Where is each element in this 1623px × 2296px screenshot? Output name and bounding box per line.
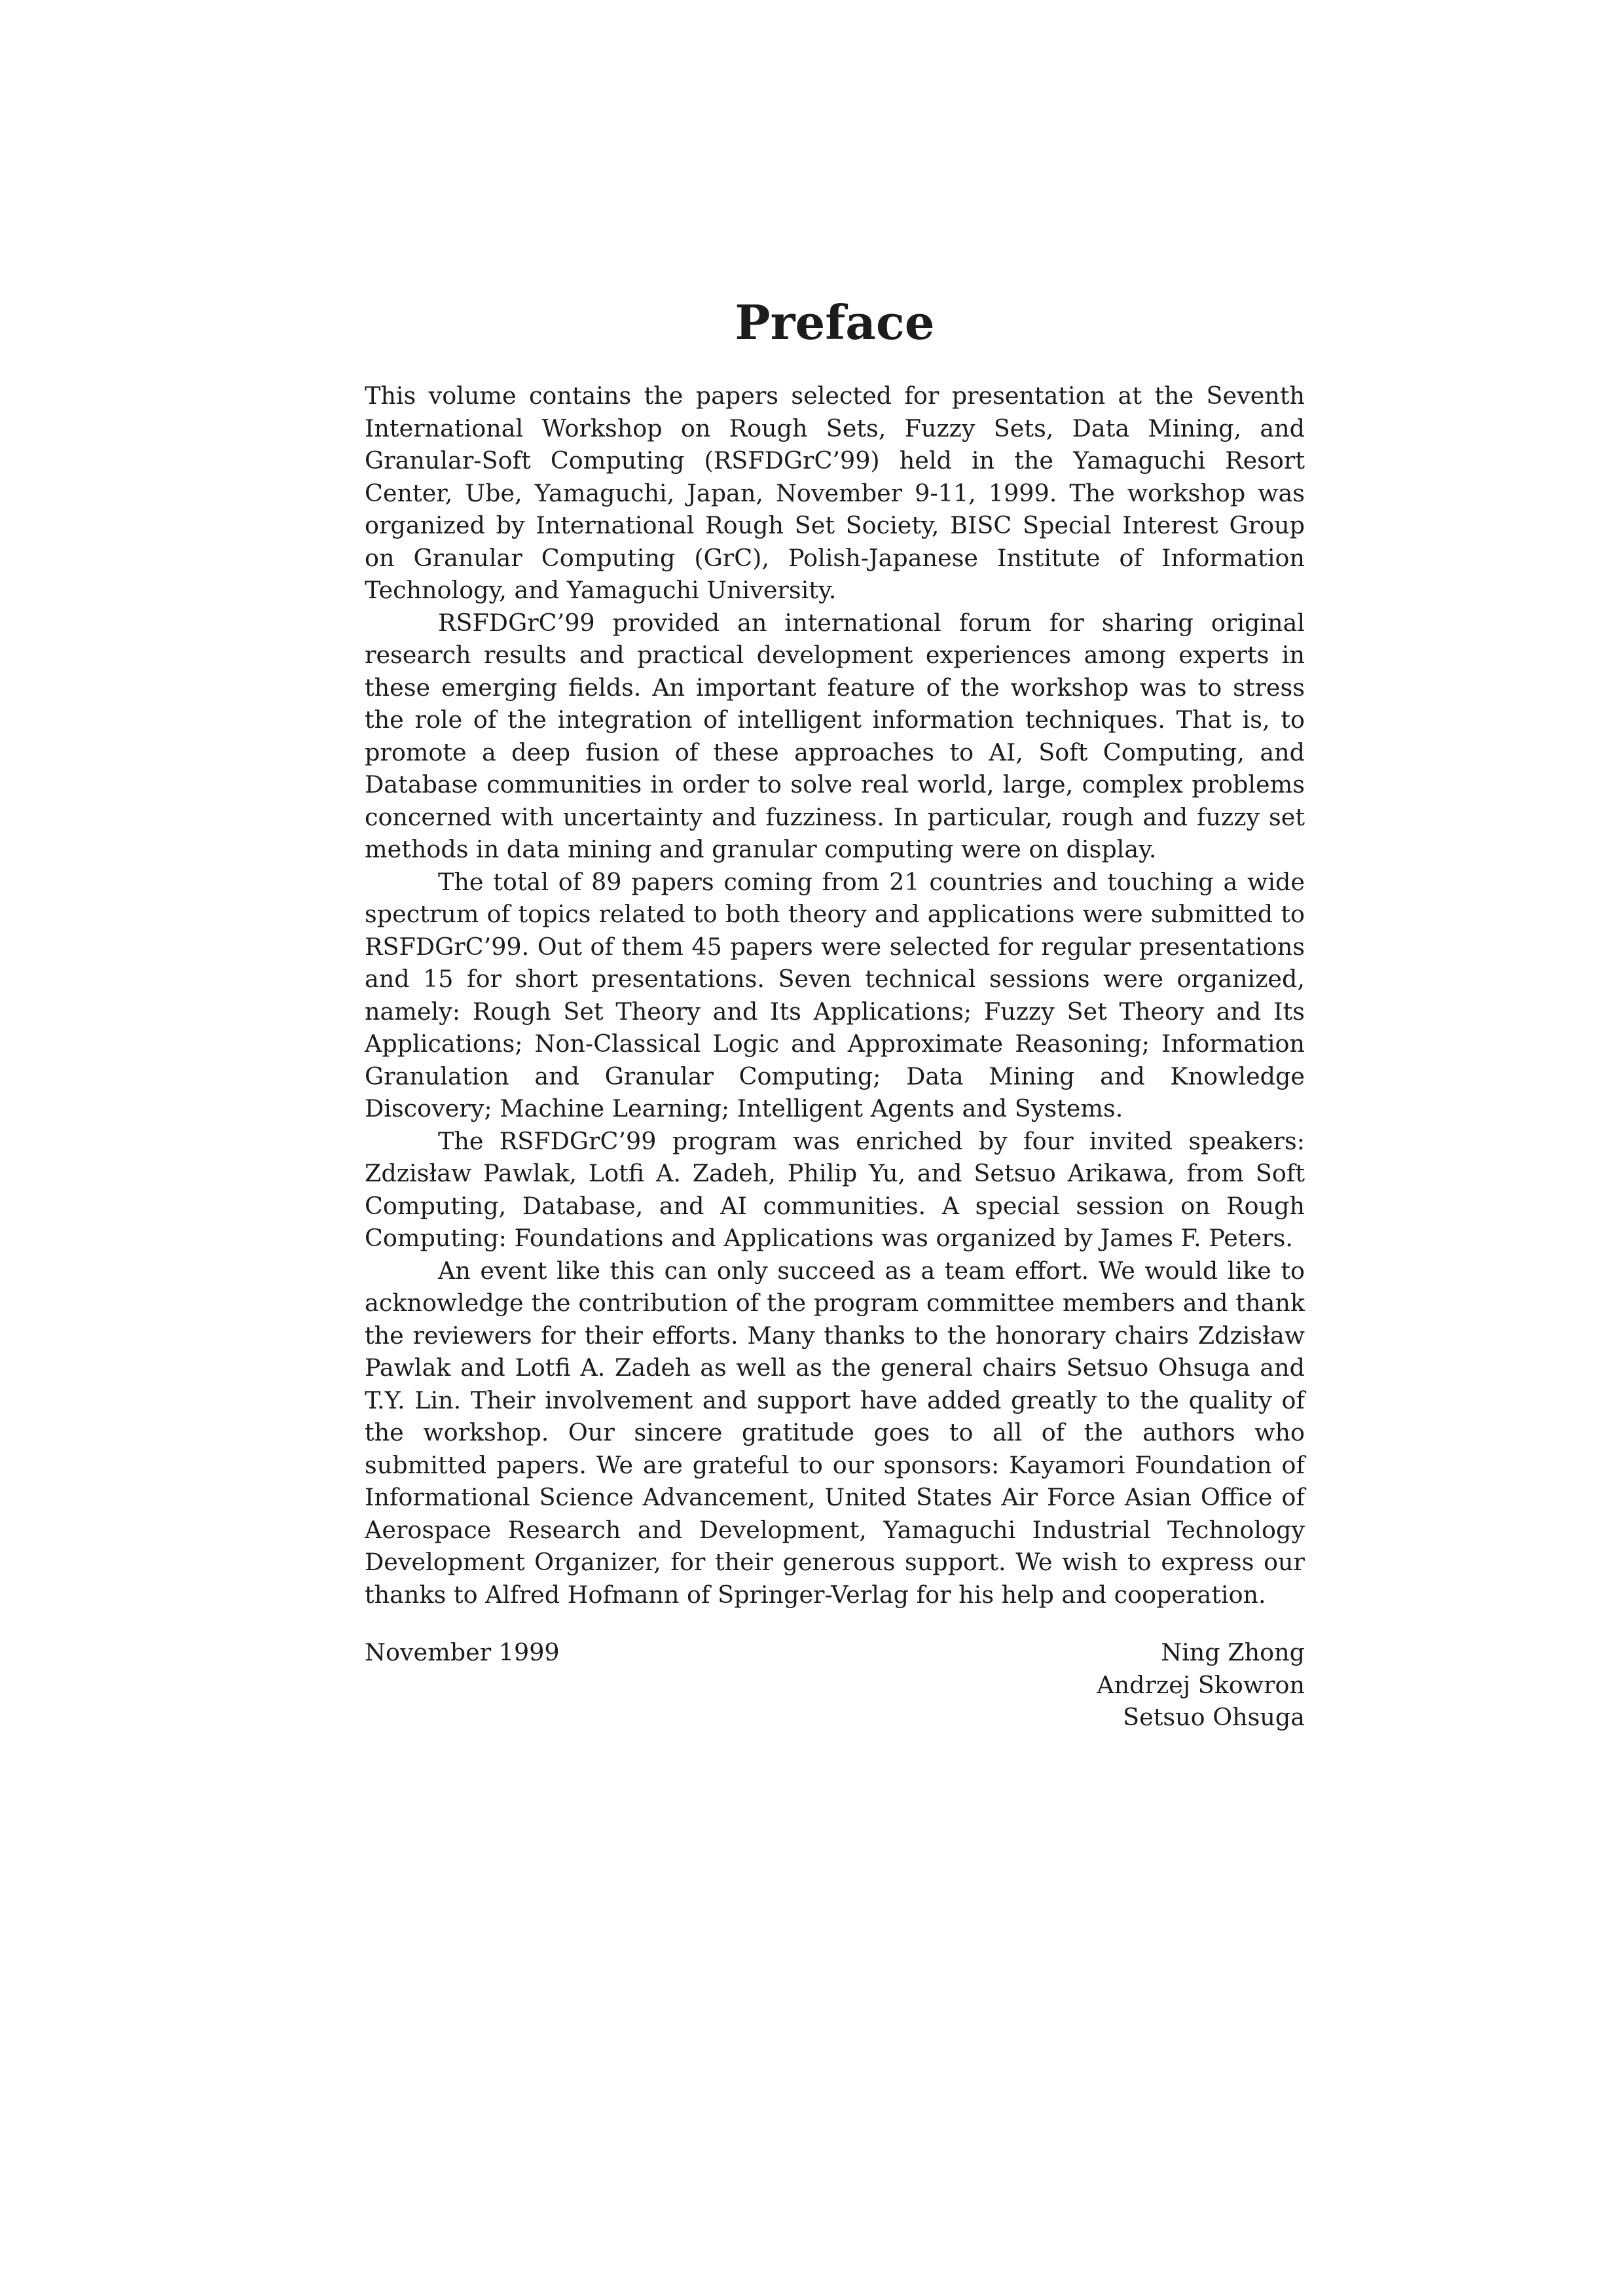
signatories <box>1097 1636 1305 1734</box>
page-title: Preface <box>735 295 935 350</box>
signatory-name: Andrzej Skowron <box>1097 1670 1305 1699</box>
signatory-name: Setsuo Ohsuga <box>1123 1703 1305 1731</box>
paragraph-1: This volume contains the papers selected for presentation at the Seventh International Workshop on Rough Sets, Fuzzy Sets, Data Mining, and Granular-Soft Computing (RSFDGrC’99) held in the Yamaguchi Resort Center, Ube, Yamaguchi, Japan, November 9-11, 1999. The workshop was organized by International Rough Set Society, BISC Special Interest Group on Granular Computing (GrC), Polish-Japanese Institute of Information Technology, and Yamaguchi University. <box>365 382 1305 604</box>
paragraph-4: The RSFDGrC’99 program was enriched by four invited speakers: Zdzisław Pawlak, Lotfi A. Zadeh, Philip Yu, and Setsuo Arikawa, from Soft Computing, Database, and AI communities. A special session on Rough Computing: Foundations and Applications was organized by James F. Peters. <box>365 1126 1305 1252</box>
page <box>365 0 1305 2296</box>
paragraph-2: RSFDGrC’99 provided an international forum for sharing original research results and practical development experiences among experts in these emerging fields. An important feature of the workshop was to stress the role of the integration of intelligent information techniques. That is, to promote a deep fusion of these approaches to AI, Soft Computing, and Database communities in order to solve real world, large, complex problems concerned with uncertainty and fuzziness. In particular, rough and fuzzy set methods in data mining and granular computing were on display. <box>365 608 1305 863</box>
paragraph-5: An event like this can only succeed as a team effort. We would like to acknowledge the contribution of the program committee members and thank the reviewers for their efforts. Many thanks to the honorary chairs Zdzisław Pawlak and Lotfi A. Zadeh as well as the general chairs Setsuo Ohsuga and T.Y. Lin. Their involvement and support have added greatly to the quality of the workshop. Our sincere gratitude goes to all of the authors who submitted papers. We are grateful to our sponsors: Kayamori Foundation of Informational Science Advancement, United States Air Force Asian Office of Aerospace Research and Development, Yamaguchi Industrial Technology Development Organizer, for their generous support. We wish to express our thanks to Alfred Hofmann of Springer-Verlag for his help and cooperation. <box>365 1256 1305 1609</box>
signatory-name: Ning Zhong <box>1161 1638 1305 1666</box>
paragraph-3: The total of 89 papers coming from 21 countries and touching a wide spectrum of topics related to both theory and applications were submitted to RSFDGrC’99. Out of them 45 papers were selected for regular presentations and 15 for short presentations. Seven technical sessions were organized, namely: Rough Set Theory and Its Applications; Fuzzy Set Theory and Its Applications; Non-Classical Logic and Approximate Reasoning; Information Granulation and Granular Computing; Data Mining and Knowledge Discovery; Machine Learning; Intelligent Agents and Systems. <box>365 867 1305 1122</box>
preface-body <box>365 380 1305 1611</box>
preface-date: November 1999 <box>365 1638 560 1666</box>
